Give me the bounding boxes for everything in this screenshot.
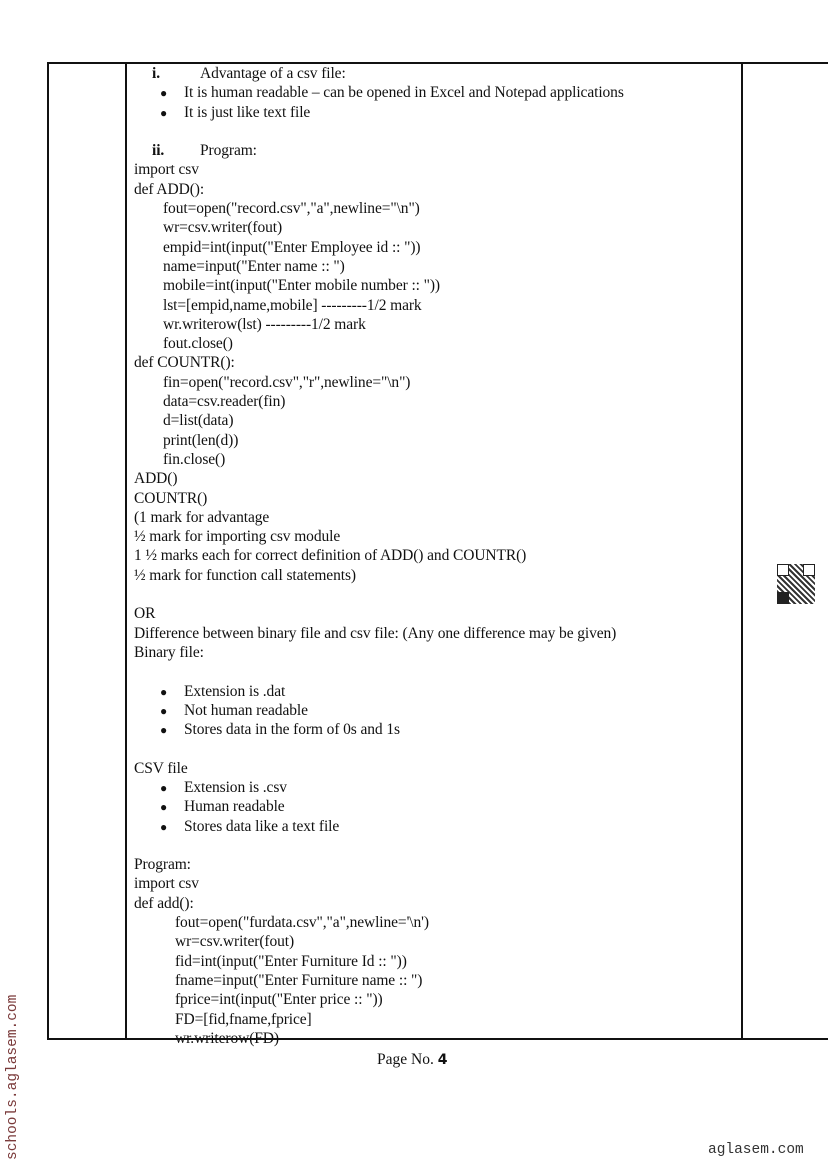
csv-bullet: ● Human readable (134, 797, 734, 816)
code-line: def COUNTR(): (134, 354, 235, 372)
code-line: import csv (134, 875, 199, 893)
code-line: print(len(d)) (163, 431, 239, 449)
marking-scheme-line: 1 ½ marks each for correct definition of ADD() and COUNTR() (134, 547, 527, 565)
code-line: FD=[fid,fname,fprice] (175, 1010, 312, 1028)
code-line: d=list(data) (163, 412, 234, 430)
code-line: mobile=int(input("Enter mobile number :: ")) (163, 277, 440, 295)
bottom-watermark: aglasem.com (708, 1142, 804, 1158)
code-line: COUNTR() (134, 489, 208, 507)
binary-bullet: ● Not human readable (134, 701, 734, 720)
bullet-icon: ● (160, 800, 168, 815)
bullet-icon: ● (160, 703, 168, 718)
bullet-icon: ● (160, 86, 168, 101)
code-line: fin.close() (163, 450, 226, 468)
code-line: def ADD(): (134, 180, 205, 198)
bullet-icon: ● (160, 105, 168, 120)
bullet-icon: ● (160, 723, 168, 738)
qr-code-icon (777, 564, 815, 604)
section-i-numeral: i. (152, 65, 160, 82)
binary-file-heading: Binary file: (134, 643, 204, 661)
marking-scheme-line: (1 mark for advantage (134, 508, 270, 526)
code-line: name=input("Enter name :: ") (163, 257, 345, 275)
side-watermark: schools.aglasem.com (5, 994, 21, 1160)
code-line: ADD() (134, 470, 178, 488)
page-number: Page No. 4 (377, 1051, 448, 1068)
csv-file-heading: CSV file (134, 759, 188, 777)
advantage-bullet: ● It is human readable – can be opened in Excel and Notepad applications (134, 83, 734, 102)
section-i-heading: i. Advantage of a csv file: (126, 64, 734, 83)
code-line: lst=[empid,name,mobile] ---------1/2 mark (163, 296, 422, 314)
code-line: empid=int(input("Enter Employee id :: ")) (163, 238, 421, 256)
code-line: import csv (134, 161, 199, 179)
bullet-icon: ● (160, 780, 168, 795)
csv-bullet: ● Extension is .csv (134, 778, 734, 797)
bullet-icon: ● (160, 684, 168, 699)
code-line: wr=csv.writer(fout) (175, 933, 295, 951)
code-line: fout=open("furdata.csv","a",newline='\n') (175, 914, 429, 932)
marking-scheme-line: ½ mark for function call statements) (134, 566, 356, 584)
difference-intro: Difference between binary file and csv file: (Any one difference may be given) (134, 624, 617, 642)
code-line: wr=csv.writer(fout) (163, 219, 283, 237)
code-line: fid=int(input("Enter Furniture Id :: ")) (175, 952, 407, 970)
binary-bullet: ● Stores data in the form of 0s and 1s (134, 720, 734, 739)
code-line: fout=open("record.csv","a",newline="\n") (163, 200, 420, 218)
code-line: def add(): (134, 894, 194, 912)
advantage-bullet: ● It is just like text file (134, 103, 734, 122)
column-divider-right (741, 62, 743, 1040)
code-line: wr.writerow(FD) (175, 1029, 279, 1047)
code-line: fname=input("Enter Furniture name :: ") (175, 971, 423, 989)
marking-scheme-line: ½ mark for importing csv module (134, 528, 341, 546)
section-ii-heading: ii. Program: (126, 141, 734, 160)
code-line: wr.writerow(lst) ---------1/2 mark (163, 315, 366, 333)
section-ii-numeral: ii. (152, 142, 165, 160)
bullet-icon: ● (160, 819, 168, 834)
answer-content (134, 64, 734, 1048)
or-label: OR (134, 605, 156, 623)
program2-heading: Program: (134, 856, 191, 874)
code-line: fout.close() (163, 335, 233, 353)
code-line: data=csv.reader(fin) (163, 393, 286, 411)
column-divider-left (125, 62, 127, 1040)
binary-bullet: ● Extension is .dat (134, 682, 734, 701)
csv-bullet: ● Stores data like a text file (134, 817, 734, 836)
code-line: fin=open("record.csv","r",newline="\n") (163, 373, 411, 391)
code-line: fprice=int(input("Enter price :: ")) (175, 991, 383, 1009)
